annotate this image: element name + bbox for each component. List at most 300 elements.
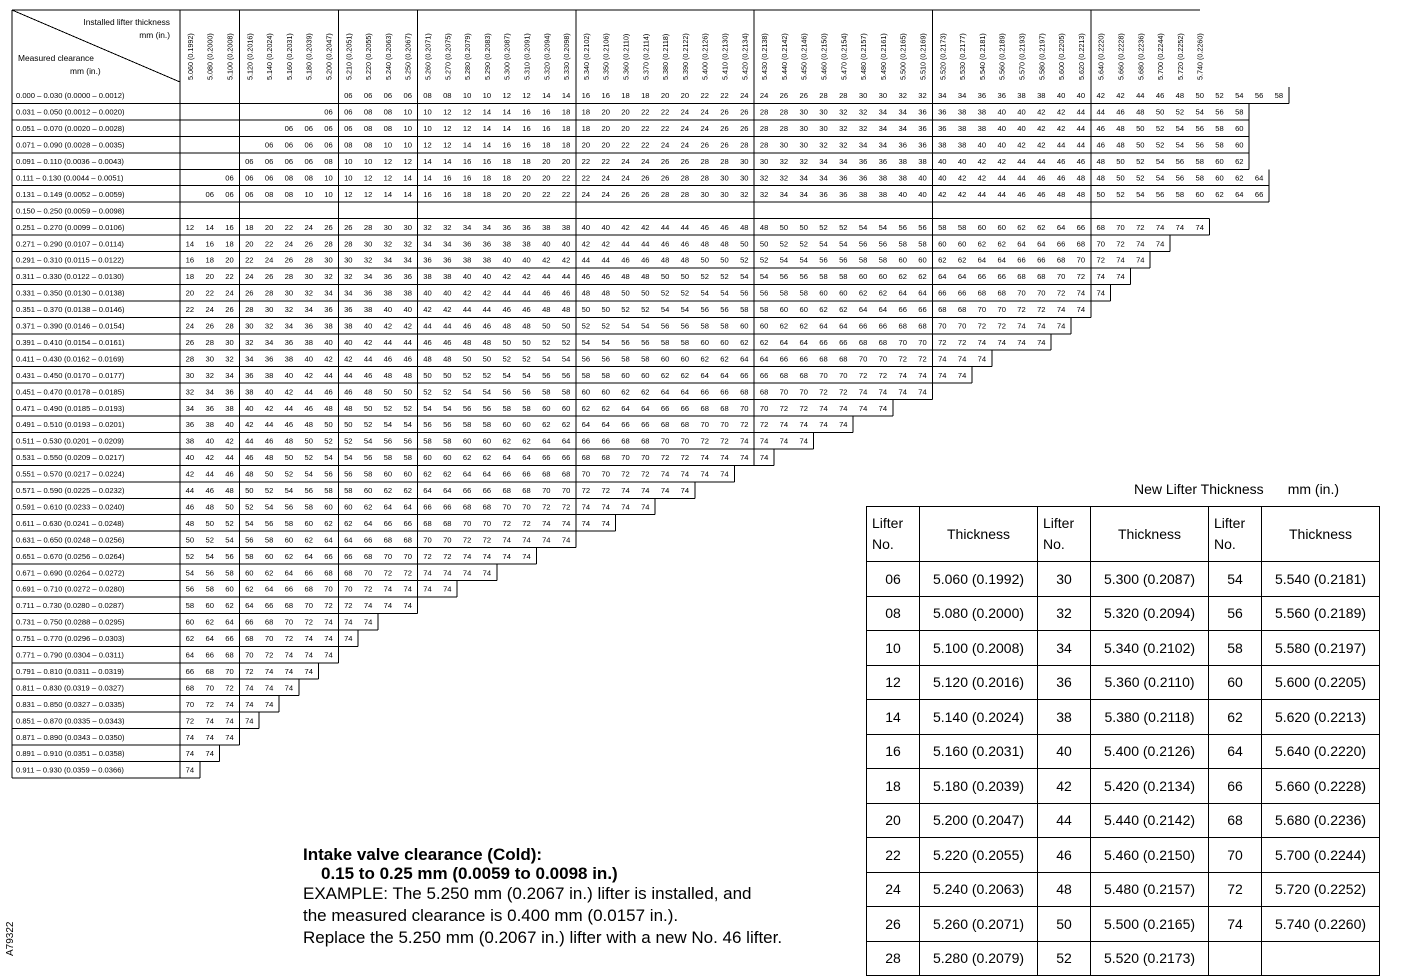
lifter-number-cell: 74	[1037, 321, 1046, 331]
lifter-number-cell: 70	[641, 453, 650, 463]
measured-clearance-row-label: 0.511 – 0.530 (0.0201 – 0.0209)	[16, 436, 124, 446]
lifter-number-cell: 48	[680, 255, 690, 265]
lifter-number-cell: 56	[700, 305, 709, 315]
lifter-number-cell: 60	[898, 255, 907, 265]
lifter-number-cell: 34	[363, 272, 373, 282]
lifter-number-cell: 26	[205, 321, 214, 331]
lifter-number-cell: 40	[482, 272, 492, 282]
lifter-number-cell: 56	[1175, 157, 1185, 167]
lifter-number-cell: 60	[799, 305, 808, 315]
lifter-number-cell: 20	[225, 255, 234, 265]
lifter-number-cell: 64	[601, 420, 610, 430]
measured-clearance-row-label: 0.791 – 0.810 (0.0311 – 0.0319)	[16, 666, 124, 676]
lifter-table-row	[867, 596, 1380, 631]
lifter-number-cell: 72	[185, 716, 195, 726]
lifter-number-cell: 14	[423, 157, 432, 167]
lifter-number-cell: 74	[205, 732, 214, 742]
lifter-number-cell: 06	[284, 124, 294, 134]
lifter-number-cell: 72	[245, 666, 254, 676]
lifter-number-cell: 54	[561, 354, 571, 364]
lifter-number-cell: 62	[225, 601, 234, 611]
lifter-number-cell: 72	[779, 403, 789, 413]
lifter-number-cell: 50	[581, 305, 591, 315]
lifter-number-cell: 24	[621, 173, 630, 183]
lifter-thickness: 5.520 (0.2173)	[1091, 941, 1209, 976]
lifter-number-cell: 50	[542, 321, 551, 331]
lifter-number-cell: 60	[482, 436, 492, 446]
lifter-number-cell: 42	[1017, 140, 1026, 150]
lifter-number-cell: 44	[264, 420, 274, 430]
lifter-number-cell: 44	[245, 436, 254, 446]
lifter-number-cell: 72	[740, 420, 749, 430]
measured-clearance-row-label: 0.571 – 0.590 (0.0225 – 0.0232)	[16, 486, 125, 496]
lifter-number-cell: 68	[245, 634, 254, 644]
lifter-number: 10	[867, 631, 920, 666]
lifter-number-cell: 50	[799, 222, 808, 232]
lifter-number-cell: 62	[660, 370, 670, 380]
lifter-number-cell: 36	[205, 403, 214, 413]
lifter-number-cell: 60	[918, 255, 927, 265]
lifter-number-cell: 58	[443, 436, 452, 446]
lifter-number-cell: 06	[324, 140, 333, 150]
lifter-number-cell: 46	[482, 321, 492, 331]
lifter-number-cell: 42	[957, 189, 967, 199]
lifter-number-cell: 42	[1037, 107, 1046, 117]
lifter-number-cell: 54	[423, 403, 432, 413]
lifter-number-cell: 56	[1195, 140, 1204, 150]
lifter-number-cell: 12	[443, 140, 452, 150]
lifter-number-cell: 36	[898, 140, 907, 150]
lifter-number-cell: 08	[284, 173, 294, 183]
lifter-number-cell: 34	[284, 321, 294, 331]
lifter-number-cell: 28	[759, 107, 769, 117]
lifter-number-cell: 60	[997, 222, 1006, 232]
measured-clearance-row-label: 0.071 – 0.090 (0.0028 – 0.0035)	[16, 140, 125, 150]
lifter-number-cell: 74	[284, 666, 294, 676]
lifter-number-cell: 12	[403, 157, 412, 167]
lifter-number-cell: 14	[383, 189, 393, 199]
lifter-number-cell: 54	[264, 502, 274, 512]
lifter-number-cell: 66	[898, 305, 907, 315]
lifter-number-cell: 72	[423, 551, 432, 561]
lifter-number-cell: 74	[601, 502, 610, 512]
lifter-number-cell: 44	[522, 288, 531, 298]
lifter-number-cell: 12	[185, 222, 195, 232]
lifter-number-cell: 74	[324, 617, 333, 627]
lifter-number-cell: 46	[245, 453, 254, 463]
lifter-number-cell: 08	[363, 124, 373, 134]
lifter-number-cell: 24	[740, 91, 749, 101]
lifter-number-cell: 30	[403, 222, 412, 232]
lifter-number-cell: 66	[443, 502, 452, 512]
lifter-number-cell: 52	[561, 337, 571, 347]
lifter-number-cell: 32	[423, 222, 432, 232]
lifter-number-cell: 62	[700, 354, 709, 364]
measured-clearance-row-label: 0.691 – 0.710 (0.0272 – 0.0280)	[16, 584, 125, 594]
lifter-number-cell: 72	[205, 699, 214, 709]
lifter-number-cell: 70	[938, 321, 947, 331]
lifter-number-cell: 66	[1076, 222, 1086, 232]
lifter-number-cell: 42	[957, 173, 967, 183]
lifter-number-cell: 54	[799, 255, 808, 265]
lifter-number-cell: 72	[363, 584, 373, 594]
lifter-number-cell: 70	[1056, 272, 1066, 282]
lifter-number-cell: 66	[977, 272, 987, 282]
example-line-3: Replace the 5.250 mm (0.2067 in.) lifter with a new No. 46 lifter.	[303, 928, 783, 947]
lifter-number-cell: 28	[759, 124, 769, 134]
lifter-number-cell: 60	[858, 272, 868, 282]
lifter-number-cell: 44	[225, 453, 234, 463]
installed-thickness-column-label: 5.440 (0.2142)	[779, 33, 789, 80]
lifter-number-cell: 66	[185, 666, 195, 676]
lifter-number-cell: 62	[759, 337, 769, 347]
lifter-number-cell: 58	[185, 601, 195, 611]
lifter-number-cell: 64	[680, 387, 690, 397]
lifter-number-cell: 42	[225, 436, 234, 446]
lifter-number-cell: 28	[245, 305, 254, 315]
lifter-number-cell: 74	[660, 469, 670, 479]
installed-thickness-column-label: 5.260 (0.2071)	[423, 33, 433, 80]
lifter-number-cell: 66	[858, 321, 868, 331]
lifter-number-cell: 38	[264, 370, 274, 380]
measured-clearance-row-label: 0.771 – 0.790 (0.0304 – 0.0311)	[16, 650, 124, 660]
lifter-number	[1209, 941, 1262, 976]
lifter-number-cell: 72	[858, 370, 868, 380]
lifter-number-cell: 28	[759, 140, 769, 150]
lifter-thickness: 5.100 (0.2008)	[920, 631, 1038, 666]
lifter-number-cell: 32	[363, 255, 373, 265]
lifter-number-cell: 64	[344, 535, 353, 545]
lifter-number-cell: 14	[482, 124, 492, 134]
lifter-number-cell: 40	[997, 107, 1006, 117]
lifter-thickness: 5.440 (0.2142)	[1091, 803, 1209, 838]
lifter-number-cell: 64	[799, 337, 808, 347]
lifter-number-cell: 48	[1136, 107, 1145, 117]
lifter-number-cell: 40	[1017, 107, 1026, 117]
lifter-number-cell: 74	[205, 716, 214, 726]
lifter-number-cell: 66	[462, 486, 472, 496]
lifter-number-cell: 16	[462, 157, 472, 167]
lifter-number-cell: 48	[720, 239, 729, 249]
lifter-number-cell: 64	[641, 403, 650, 413]
lifter-number-cell: 70	[542, 486, 551, 496]
installed-thickness-column-label: 5.490 (0.2161)	[878, 33, 888, 80]
lifter-number-cell: 54	[1235, 91, 1244, 101]
lifter-number-cell: 70	[462, 518, 472, 528]
lifter-number-cell: 72	[1076, 272, 1086, 282]
measured-clearance-row-label: 0.671 – 0.690 (0.0264 – 0.0272)	[16, 568, 125, 578]
lifter-number-cell: 74	[185, 732, 195, 742]
lifter-number-cell: 74	[819, 420, 828, 430]
lifter-number-cell: 74	[898, 370, 907, 380]
lifter-number-cell: 38	[898, 157, 907, 167]
lifter-number-cell: 54	[482, 387, 492, 397]
lifter-number-cell: 46	[304, 403, 313, 413]
lifter-number-cell: 06	[205, 189, 214, 199]
lifter-thickness: 5.400 (0.2126)	[1091, 734, 1209, 769]
lifter-number-cell: 60	[641, 370, 650, 380]
installed-thickness-column-label: 5.210 (0.2051)	[344, 33, 354, 80]
lifter-number-cell: 74	[462, 568, 472, 578]
lifter-number-cell: 28	[660, 189, 670, 199]
lifter-number-cell: 70	[601, 469, 610, 479]
lifter-number-cell: 32	[264, 321, 274, 331]
lifter-number-cell: 40	[225, 420, 234, 430]
installed-thickness-column-label: 5.420 (0.2134)	[740, 33, 750, 80]
lifter-number-cell: 72	[878, 370, 888, 380]
lifter-number-cell: 44	[680, 222, 690, 232]
lifter-number-cell: 06	[264, 140, 274, 150]
lifter-number-cell: 60	[403, 469, 412, 479]
measured-clearance-row-label: 0.111 – 0.130 (0.0044 – 0.0051)	[16, 173, 124, 183]
lifter-number-cell: 48	[482, 337, 492, 347]
lifter-number-cell: 64	[363, 518, 373, 528]
lifter-number-cell: 56	[581, 354, 591, 364]
lifter-number-cell: 68	[423, 518, 432, 528]
lifter-number-cell: 74	[759, 436, 769, 446]
measured-clearance-row-label: 0.351 – 0.370 (0.0138 – 0.0146)	[16, 305, 125, 315]
lifter-number-cell: 74	[542, 535, 551, 545]
lifter-number-cell: 74	[423, 568, 432, 578]
lifter-number-cell: 54	[542, 354, 551, 364]
lifter-number-cell: 32	[205, 370, 214, 380]
lifter-number-cell: 58	[839, 272, 848, 282]
measured-clearance-row-label: 0.871 – 0.890 (0.0343 – 0.0350)	[16, 732, 125, 742]
lifter-number-cell: 40	[601, 222, 610, 232]
lifter-number-cell: 20	[522, 173, 531, 183]
lifter-number-cell: 52	[601, 321, 610, 331]
lifter-number-cell: 74	[462, 551, 472, 561]
lifter-number-cell: 18	[245, 222, 254, 232]
lifter-number-cell: 74	[225, 699, 234, 709]
lifter-number-cell: 32	[225, 354, 234, 364]
installed-thickness-column-label: 5.180 (0.2039)	[304, 33, 314, 80]
lifter-number-cell: 62	[344, 518, 353, 528]
lifter-number-cell: 26	[660, 157, 670, 167]
lifter-number-cell: 20	[601, 140, 610, 150]
lifter-number-cell: 20	[680, 91, 690, 101]
lifter-number-cell: 68	[621, 436, 630, 446]
lifter-number-cell: 06	[284, 157, 294, 167]
lifter-number-cell: 42	[997, 157, 1006, 167]
lifter-number-cell: 24	[601, 173, 610, 183]
lifter-number-cell: 62	[977, 239, 987, 249]
measured-clearance-row-label: 0.451 – 0.470 (0.0178 – 0.0185)	[16, 387, 125, 397]
lifter-number-cell: 58	[858, 255, 868, 265]
lifter-number-cell: 68	[759, 387, 769, 397]
lifter-thickness: 5.280 (0.2079)	[920, 941, 1038, 976]
lifter-number-cell: 72	[462, 535, 472, 545]
lifter-number-cell: 50	[561, 321, 571, 331]
lifter-number-cell: 08	[443, 91, 452, 101]
lifter-number-cell: 68	[858, 337, 868, 347]
lifter-number-cell: 60	[938, 239, 947, 249]
lifter-number-cell: 50	[245, 486, 254, 496]
lifter-number-cell: 38	[1037, 91, 1046, 101]
lifter-number-cell: 54	[1155, 173, 1165, 183]
lifter-number-cell: 38	[383, 288, 393, 298]
lifter-table-row	[867, 631, 1380, 666]
lifter-number-cell: 36	[858, 157, 868, 167]
lifter-number-cell: 56	[403, 436, 412, 446]
lifter-number: 36	[1038, 665, 1091, 700]
lifter-number-cell: 32	[858, 124, 868, 134]
lifter-number-cell: 74	[344, 634, 353, 644]
lifter-number-cell: 18	[542, 140, 551, 150]
lifter-number-cell: 32	[383, 239, 393, 249]
lifter-number-cell: 62	[1215, 189, 1224, 199]
lifter-thickness: 5.360 (0.2110)	[1091, 665, 1209, 700]
lifter-number-cell: 50	[621, 288, 630, 298]
lifter-number-cell: 70	[344, 584, 353, 594]
lifter-number-cell: 24	[680, 140, 690, 150]
lifter-number-cell: 24	[185, 321, 195, 331]
measured-clearance-row-label: 0.531 – 0.550 (0.0209 – 0.0217)	[16, 453, 125, 463]
lifter-number-cell: 32	[443, 222, 452, 232]
lifter-number-cell: 58	[680, 337, 690, 347]
lifter-number: 34	[1038, 631, 1091, 666]
lifter-number-cell: 06	[304, 140, 313, 150]
lifter-number-cell: 44	[1076, 124, 1086, 134]
lifter-number-cell: 34	[957, 91, 967, 101]
lifter-number-cell: 54	[344, 453, 353, 463]
lifter-number-cell: 38	[443, 272, 452, 282]
lifter-number-cell: 68	[799, 370, 808, 380]
lifter-number-cell: 26	[344, 222, 353, 232]
lifter-number-cell: 66	[205, 650, 214, 660]
lifter-number-cell: 66	[957, 288, 967, 298]
lifter-number-cell: 64	[383, 502, 393, 512]
lifter-number-cell: 58	[581, 370, 591, 380]
installed-thickness-column-label: 5.480 (0.2157)	[859, 33, 869, 80]
lifter-number-cell: 48	[264, 453, 274, 463]
installed-thickness-column-label: 5.530 (0.2177)	[958, 33, 968, 80]
lifter-number-cell: 46	[502, 305, 511, 315]
lifter-number-cell: 22	[660, 107, 670, 117]
lifter-number-cell: 74	[225, 716, 234, 726]
lifter-number-cell: 74	[1136, 255, 1145, 265]
lifter-thickness: 5.240 (0.2063)	[920, 872, 1038, 907]
lifter-number-cell: 26	[680, 157, 690, 167]
lifter-number-cell: 40	[561, 239, 571, 249]
lifter-number-cell: 54	[858, 222, 868, 232]
new-lifter-unit: mm (in.)	[1287, 481, 1340, 497]
lifter-number-cell: 74	[581, 518, 591, 528]
lifter-number-cell: 58	[522, 403, 531, 413]
lifter-number-cell: 42	[977, 173, 987, 183]
lifter-number-cell: 12	[363, 189, 373, 199]
lifter-number-cell: 74	[660, 486, 670, 496]
lifter-number-cell: 06	[245, 189, 254, 199]
lifter-number-cell: 32	[403, 239, 412, 249]
lifter-number-cell: 56	[759, 288, 769, 298]
lifter-number-cell: 08	[363, 140, 373, 150]
lifter-number-cell: 64	[621, 403, 630, 413]
lifter-number-cell: 70	[621, 453, 630, 463]
lifter-number-cell: 34	[878, 107, 888, 117]
lifter-number-cell: 68	[502, 486, 511, 496]
lifter-number-cell: 58	[898, 239, 907, 249]
lifter-number-cell: 72	[1017, 305, 1026, 315]
lifter-number-cell: 34	[403, 255, 412, 265]
lifter-number-cell: 54	[1136, 189, 1145, 199]
lifter-number-cell: 34	[304, 305, 313, 315]
measured-clearance-row-label: 0.131 – 0.149 (0.0052 – 0.0059)	[16, 189, 125, 199]
lifter-number-cell: 44	[205, 469, 214, 479]
lifter-number-cell: 64	[878, 305, 888, 315]
lifter-number-cell: 66	[700, 387, 709, 397]
lifter-number-cell: 52	[641, 305, 650, 315]
lifter-number-cell: 34	[898, 124, 907, 134]
lifter-number-cell: 74	[1096, 288, 1105, 298]
lifter-number-cell: 56	[225, 551, 234, 561]
lifter-number-cell: 46	[561, 288, 571, 298]
lifter-number-cell: 28	[720, 157, 729, 167]
lifter-number-cell: 50	[304, 436, 313, 446]
lifter-number-cell: 26	[621, 189, 630, 199]
lifter-number-cell: 74	[1037, 337, 1046, 347]
lifter-number-cell: 22	[601, 157, 610, 167]
lifter-number: 70	[1209, 838, 1262, 873]
lifter-number-cell: 60	[1235, 140, 1244, 150]
lifter-number-cell: 60	[1215, 157, 1224, 167]
lifter-number-cell: 28	[185, 354, 195, 364]
lifter-number-cell: 42	[1096, 91, 1105, 101]
lifter-number-cell: 32	[245, 337, 254, 347]
lifter-number-cell: 18	[502, 157, 511, 167]
lifter-number-cell: 48	[621, 272, 630, 282]
example-line-1: EXAMPLE: The 5.250 mm (0.2067 in.) lifter is installed, and	[303, 884, 752, 903]
lifter-number-cell: 52	[779, 239, 789, 249]
installed-thickness-column-label: 5.280 (0.2079)	[463, 33, 473, 80]
lifter-number-cell: 72	[938, 337, 947, 347]
lifter-number-cell: 38	[957, 140, 967, 150]
lifter-thickness: 5.260 (0.2071)	[920, 907, 1038, 942]
lifter-number-cell: 46	[641, 255, 650, 265]
lifter-number-cell: 62	[1235, 173, 1244, 183]
lifter-number-cell: 62	[581, 403, 591, 413]
measured-clearance-row-label: 0.491 – 0.510 (0.0193 – 0.0201)	[16, 420, 125, 430]
lifter-number-cell: 74	[799, 436, 808, 446]
lifter-number-cell: 24	[660, 140, 670, 150]
lifter-number-cell: 68	[720, 403, 729, 413]
lifter-thickness: 5.600 (0.2205)	[1262, 665, 1380, 700]
lifter-number-cell: 74	[977, 337, 987, 347]
lifter-number-cell: 20	[660, 91, 670, 101]
lifter-number-cell: 14	[462, 140, 472, 150]
lifter-number-cell: 42	[363, 337, 373, 347]
lifter-number-cell: 74	[621, 486, 630, 496]
lifter-number-cell: 70	[1017, 288, 1026, 298]
lifter-number-cell: 24	[680, 124, 690, 134]
lifter-number-cell: 36	[462, 239, 472, 249]
lifter-number-cell: 74	[779, 420, 789, 430]
lifter-number-cell: 46	[324, 387, 333, 397]
lifter-number-cell: 48	[185, 518, 195, 528]
lifter-number-cell: 64	[205, 634, 214, 644]
lifter-number-cell: 20	[185, 288, 195, 298]
lifter-number-cell: 64	[423, 486, 432, 496]
lifter-number-cell: 54	[522, 370, 531, 380]
lifter-number-cell: 36	[363, 288, 373, 298]
lifter-number: 40	[1038, 734, 1091, 769]
lifter-number-cell: 48	[1076, 173, 1086, 183]
lifter-number-cell: 74	[740, 453, 749, 463]
lifter-number-cell: 46	[601, 272, 610, 282]
lifter-number-cell: 60	[759, 321, 769, 331]
lifter-number-cell: 34	[878, 124, 888, 134]
lifter-number-cell: 10	[344, 173, 353, 183]
